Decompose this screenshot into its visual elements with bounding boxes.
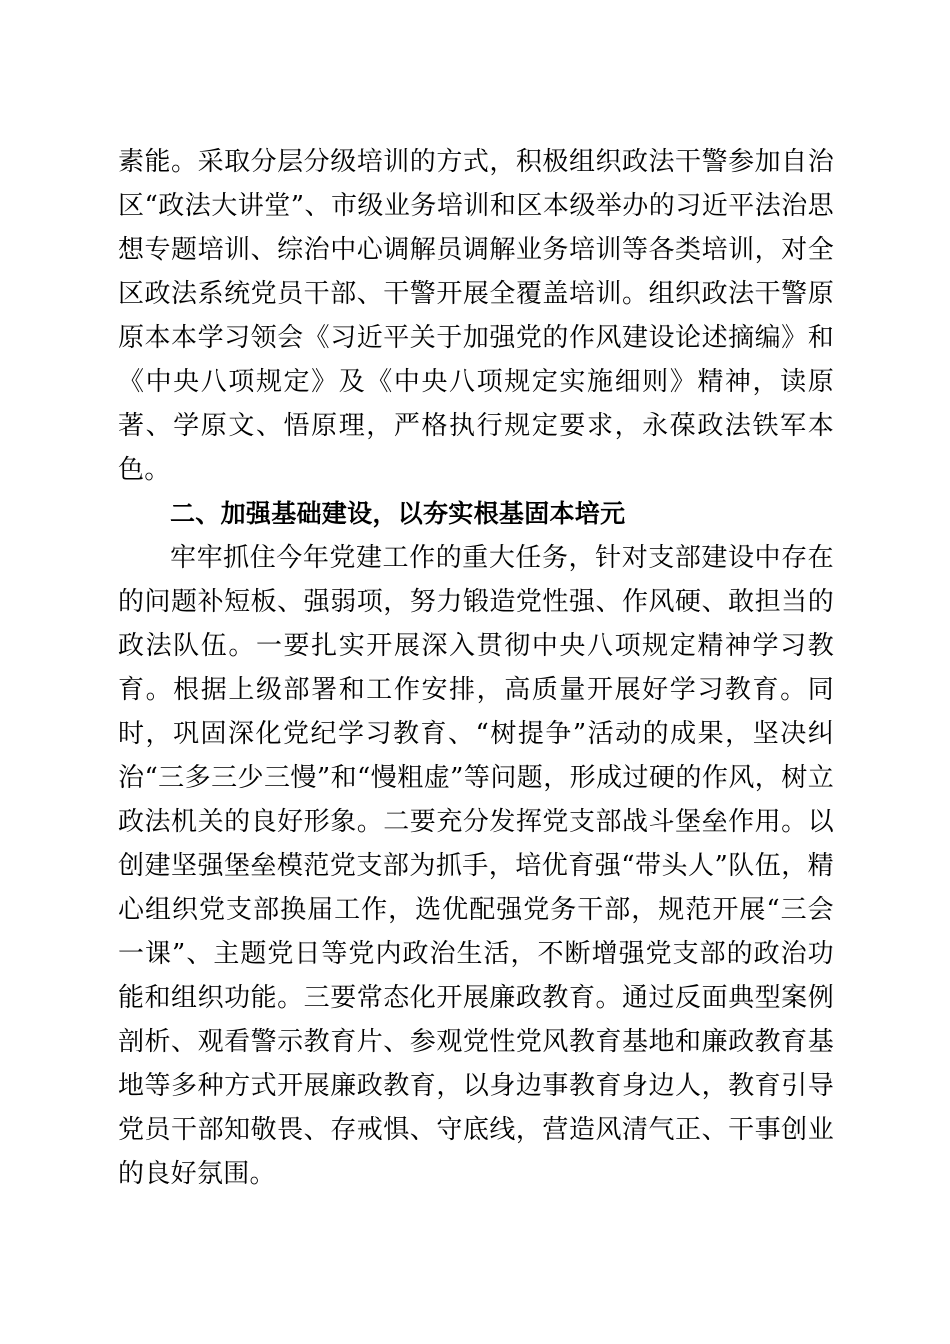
document-body <box>118 140 834 1196</box>
paragraph-section-two: 牢牢抓住今年党建工作的重大任务，针对支部建设中存在的问题补短板、强弱项，努力锻造党性强、作风硬、敢担当的政法队伍。一要扎实开展深入贯彻中央八项规定精神学习教育。根据上级部署和工作安排，高质量开展好学习教育。同时，巩固深化党纪学习教育、“树提争”活动的成果，坚决纠治“三多三少三慢”和“慢粗虚”等问题，形成过硬的作风，树立政法机关的良好形象。二要充分发挥党支部战斗堡垒作用。以创建坚强堡垒模范党支部为抓手，培优育强“带头人”队伍，精心组织党支部换届工作，选优配强党务干部，规范开展“三会一课”、主题党日等党内政治生活，不断增强党支部的政治功能和组织功能。三要常态化开展廉政教育。通过反面典型案例剖析、观看警示教育片、参观党性党风教育基地和廉政教育基地等多种方式开展廉政教育，以身边事教育身边人，教育引导党员干部知敬畏、存戒惧、守底线，营造风清气正、干事创业的良好氛围。 <box>118 543 834 1189</box>
section-heading: 二、加强基础建设，以夯实根基固本培元 <box>170 499 626 528</box>
paragraph-continued: 素能。采取分层分级培训的方式，积极组织政法干警参加自治区“政法大讲堂”、市级业务培训和区本级举办的习近平法治思想专题培训、综治中心调解员调解业务培训等各类培训，对全区政法系统党员干部、干警开展全覆盖培训。组织政法干警原原本本学习领会《习近平关于加强党的作风建设论述摘编》和《中央八项规定》及《中央八项规定实施细则》精神，读原著、学原文、悟原理，严格执行规定要求，永葆政法铁军本色。 <box>118 147 834 485</box>
